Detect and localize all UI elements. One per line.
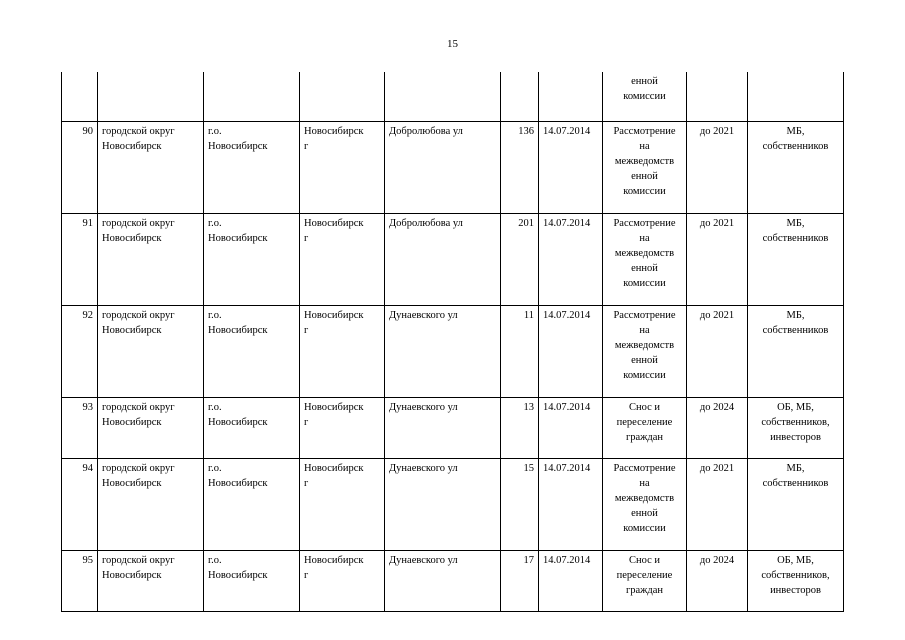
table-row (62, 551, 844, 612)
table-row (62, 459, 844, 551)
cell-action-line: на (639, 325, 650, 336)
cell-action-line: Снос и (628, 555, 661, 566)
cell-action-line: Снос и (628, 402, 661, 413)
cell-action-line: межведомств (614, 248, 675, 259)
cell-date: 14.07.2014 (539, 122, 603, 214)
cell-finance (748, 214, 844, 306)
cell-action-line: комиссии (623, 186, 666, 197)
cell-finance-line: МБ, (786, 310, 805, 321)
cell-street: Дунаевского ул (385, 398, 501, 459)
cell-date: 14.07.2014 (539, 306, 603, 398)
cell-locality-line: г (304, 325, 309, 336)
cell-date: 14.07.2014 (539, 398, 603, 459)
cell-district-line: Новосибирск (102, 478, 162, 489)
cell-settlement-line: Новосибирск (208, 141, 268, 152)
action-line: комиссии (623, 91, 666, 102)
cell-house: 201 (501, 214, 539, 306)
cell-action-line: енной (631, 508, 658, 519)
table-row (62, 214, 844, 306)
cell-locality-line: Новосибирск (304, 218, 364, 229)
cell-number: 95 (62, 551, 98, 612)
cell-action (603, 306, 687, 398)
cell-locality (300, 459, 385, 551)
cell-number: 93 (62, 398, 98, 459)
cell-number: 90 (62, 122, 98, 214)
cell-settlement-line: Новосибирск (208, 417, 268, 428)
table-row (62, 398, 844, 459)
cell-district-line: Новосибирск (102, 325, 162, 336)
cell-action-line: Рассмотрение (613, 463, 676, 474)
cell-settlement (204, 551, 300, 612)
cell-settlement (204, 459, 300, 551)
cell-action-line: енной (631, 171, 658, 182)
cell-finance (748, 122, 844, 214)
cell-district (98, 214, 204, 306)
cell-action-line: межведомств (614, 493, 675, 504)
cell-finance-line: ОБ, МБ, (777, 555, 814, 566)
cell-action (603, 122, 687, 214)
cell-locality-line: Новосибирск (304, 402, 364, 413)
cell-action-line: межведомств (614, 340, 675, 351)
cell-locality (300, 306, 385, 398)
cell-finance (748, 306, 844, 398)
cell-finance-line: собственников (762, 233, 829, 244)
cell-action-line: комиссии (623, 278, 666, 289)
cell-finance-line: собственников, (761, 570, 830, 581)
cell-action-line: енной (631, 263, 658, 274)
cell-finance-line: МБ, (786, 218, 805, 229)
cell-locality-line: Новосибирск (304, 555, 364, 566)
cell-street: Дунаевского ул (385, 459, 501, 551)
cell-district-line: городской округ (102, 555, 175, 566)
cell-action-line: на (639, 478, 650, 489)
cell-finance-line: собственников (762, 478, 829, 489)
cell-street: Добролюбова ул (385, 122, 501, 214)
cell-settlement-line: Новосибирск (208, 233, 268, 244)
cell-settlement-line: г.о. (208, 126, 222, 137)
cell-action-line: комиссии (623, 370, 666, 381)
cell-district (98, 551, 204, 612)
cell-district (98, 306, 204, 398)
cell-date: 14.07.2014 (539, 551, 603, 612)
cell-settlement-line: Новосибирск (208, 325, 268, 336)
table-row (62, 122, 844, 214)
cell-locality-line: Новосибирск (304, 310, 364, 321)
cell-district (98, 122, 204, 214)
cell-locality (300, 398, 385, 459)
table-row (62, 306, 844, 398)
cell-locality (300, 551, 385, 612)
cell-district-line: Новосибирск (102, 417, 162, 428)
cell-action-line: граждан (625, 432, 664, 443)
cell-date: 14.07.2014 (539, 214, 603, 306)
cell-settlement-line: г.о. (208, 463, 222, 474)
cell-date: 14.07.2014 (539, 459, 603, 551)
cell-settlement-line: Новосибирск (208, 570, 268, 581)
cell-action-line: комиссии (623, 523, 666, 534)
cell-deadline: до 2024 (687, 551, 748, 612)
cell-action (603, 551, 687, 612)
cell-finance (748, 398, 844, 459)
cell-finance-line: инвесторов (770, 432, 821, 443)
cell-district-line: Новосибирск (102, 570, 162, 581)
cell-settlement-line: г.о. (208, 218, 222, 229)
cell-action-line: Рассмотрение (613, 126, 676, 137)
cell-locality-line: г (304, 417, 309, 428)
cell-district-line: Новосибирск (102, 233, 162, 244)
cell-finance (748, 551, 844, 612)
cell-house: 15 (501, 459, 539, 551)
cell-locality (300, 214, 385, 306)
table-row-continued (62, 72, 844, 122)
cell-house: 17 (501, 551, 539, 612)
cell-deadline: до 2021 (687, 306, 748, 398)
cell-settlement (204, 306, 300, 398)
cell-action-line: переселение (616, 570, 673, 581)
cell-district-line: городской округ (102, 218, 175, 229)
cell-locality-line: г (304, 478, 309, 489)
cell-finance-line: МБ, (786, 126, 805, 137)
cell-settlement-line: Новосибирск (208, 478, 268, 489)
cell-action (603, 214, 687, 306)
cell-number: 91 (62, 214, 98, 306)
cell-deadline: до 2024 (687, 398, 748, 459)
cell-action-line: енной (631, 355, 658, 366)
cell-locality-line: г (304, 570, 309, 581)
cell-settlement (204, 214, 300, 306)
cell-locality-line: г (304, 141, 309, 152)
cell-house: 11 (501, 306, 539, 398)
cell-street: Дунаевского ул (385, 551, 501, 612)
cell-deadline: до 2021 (687, 214, 748, 306)
cell-action-line: Рассмотрение (613, 310, 676, 321)
cell-settlement-line: г.о. (208, 402, 222, 413)
cell-settlement-line: г.о. (208, 555, 222, 566)
cell-deadline: до 2021 (687, 122, 748, 214)
cell-settlement (204, 122, 300, 214)
cell-house: 13 (501, 398, 539, 459)
cell-finance-line: МБ, (786, 463, 805, 474)
cell-district-line: городской округ (102, 126, 175, 137)
cell-locality-line: г (304, 233, 309, 244)
registry-table (61, 72, 844, 612)
cell-district (98, 398, 204, 459)
cell-house: 136 (501, 122, 539, 214)
cell-finance-line: собственников (762, 325, 829, 336)
cell-action-line: Рассмотрение (613, 218, 676, 229)
cell-street: Добролюбова ул (385, 214, 501, 306)
cell-deadline: до 2021 (687, 459, 748, 551)
cell-district-line: Новосибирск (102, 141, 162, 152)
cell-district (98, 459, 204, 551)
cell-district-line: городской округ (102, 402, 175, 413)
cell-action-line: граждан (625, 585, 664, 596)
cell-action-line: на (639, 233, 650, 244)
page-number: 15 (447, 38, 458, 50)
cell-settlement (204, 398, 300, 459)
cell-number: 92 (62, 306, 98, 398)
cell-finance (748, 459, 844, 551)
cell-action-line: на (639, 141, 650, 152)
cell-district-line: городской округ (102, 310, 175, 321)
cell-finance-line: инвесторов (770, 585, 821, 596)
cell-street: Дунаевского ул (385, 306, 501, 398)
cell-action-line: межведомств (614, 156, 675, 167)
action-line: енной (631, 76, 658, 87)
cell-action (603, 398, 687, 459)
cell-locality-line: Новосибирск (304, 463, 364, 474)
cell-finance-line: ОБ, МБ, (777, 402, 814, 413)
cell-settlement-line: г.о. (208, 310, 222, 321)
cell-locality-line: Новосибирск (304, 126, 364, 137)
cell-finance-line: собственников (762, 141, 829, 152)
cell-action (603, 459, 687, 551)
cell-number: 94 (62, 459, 98, 551)
cell-district-line: городской округ (102, 463, 175, 474)
cell-action-line: переселение (616, 417, 673, 428)
cell-action (603, 72, 687, 122)
cell-finance-line: собственников, (761, 417, 830, 428)
cell-locality (300, 122, 385, 214)
